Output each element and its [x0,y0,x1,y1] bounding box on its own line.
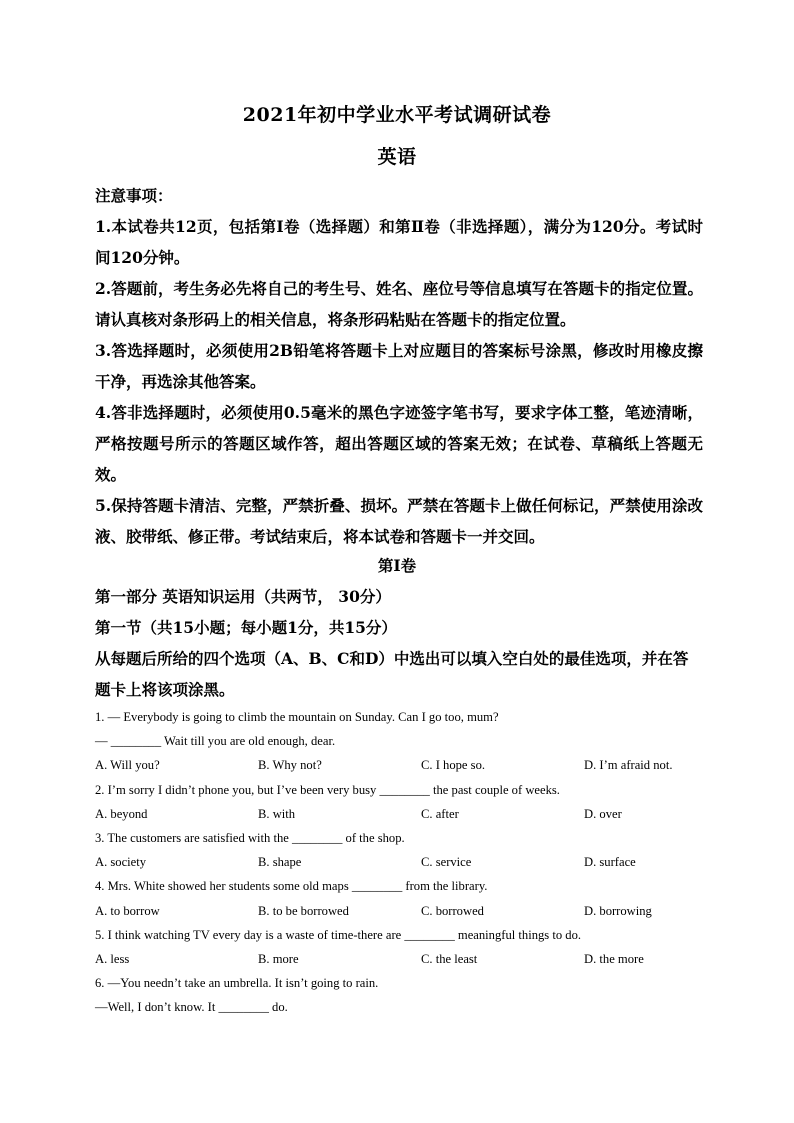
subject-title: 英语 [377,146,417,168]
question-stem: —Well, I don’t know. It ________ do. [95,1000,288,1015]
option-c: C. I hope so. [421,758,486,773]
option-c: C. service [421,855,472,870]
option-row [95,899,703,923]
option-c: C. the least [421,952,478,967]
option-d: D. borrowing [584,903,652,918]
question-item [95,923,703,971]
question-list [95,705,703,1020]
question-stem: 1. — Everybody is going to climb the mountain on Sunday. Can I go too, mum? [95,710,499,724]
option-c: C. borrowed [421,903,484,918]
question-stem: 6. —You needn’t take an umbrella. It isn’t going to rain. [95,976,379,991]
notes-heading: 注意事项： [95,186,173,205]
option-b: B. shape [258,855,302,870]
option-d: D. surface [584,855,636,870]
notes-section [95,180,703,552]
part-heading-block [95,581,703,705]
question-item [95,778,703,826]
option-b: B. to be borrowed [258,903,349,918]
question-item [95,705,703,778]
option-d: D. the more [584,952,644,967]
option-a: A. less [95,952,130,967]
option-b: B. Why not? [258,758,322,773]
option-d: D. over [584,806,622,821]
question-item [95,874,703,922]
section-heading: 第一节（共15小题；每小题1分，共15分） [95,618,397,637]
question-stem: — ________ Wait till you are old enough, dear. [95,734,336,749]
question-item [95,971,703,1019]
option-d: D. I’m afraid not. [584,758,673,773]
option-b: B. more [258,952,299,967]
option-a: A. beyond [95,806,148,821]
option-row [95,850,703,874]
note-item: 4.答非选择题时，必须使用0.5毫米的黑色字迹签字笔书写，要求字体工整，笔迹清晰，严格按题号所示的答题区域作答，超出答题区域的答案无效；在试卷、草稿纸上答题无效。 [95,403,703,484]
question-stem: 5. I think watching TV every day is a waste of time-there are ________ meaningful things to do. [95,927,582,942]
option-b: B. with [258,806,296,821]
option-c: C. after [421,806,459,821]
note-item: 1.本试卷共12页，包括第Ⅰ卷（选择题）和第Ⅱ卷（非选择题），满分为120分。考试时间120分钟。 [95,217,703,267]
note-item: 3.答选择题时，必须使用2B铅笔将答题卡上对应题目的答案标号涂黑，修改时用橡皮擦干净，再选涂其他答案。 [95,341,703,391]
option-row [95,947,703,971]
exam-title: 2021年初中学业水平考试调研试卷 [242,104,552,126]
option-row [95,753,703,777]
option-a: A. society [95,855,147,870]
note-item: 5.保持答题卡清洁、完整，严禁折叠、损坏。严禁在答题卡上做任何标记，严禁使用涂改液、胶带纸、修正带。考试结束后，将本试卷和答题卡一并交回。 [95,496,703,546]
question-stem: 3. The customers are satisfied with the ________ of the shop. [95,831,405,846]
question-item [95,826,703,874]
note-item: 2.答题前，考生务必先将自己的考生号、姓名、座位号等信息填写在答题卡的指定位置。请认真核对条形码上的相关信息，将条形码粘贴在答题卡的指定位置。 [95,279,703,329]
volume-label: 第Ⅰ卷 [377,556,417,575]
option-a: A. to borrow [95,903,160,918]
part-heading: 第一部分 英语知识运用（共两节， 30分） [95,587,391,606]
question-stem: 4. Mrs. White showed her students some old maps ________ from the library. [95,879,488,894]
option-a: A. Will you? [95,758,160,773]
question-stem: 2. I’m sorry I didn’t phone you, but I’ve been very busy ________ the past couple of weeks. [95,782,560,797]
section-instruction: 从每题后所给的四个选项（A、B、C和D）中选出可以填入空白处的最佳选项，并在答题卡上将该项涂黑。 [95,649,689,699]
option-row [95,802,703,826]
